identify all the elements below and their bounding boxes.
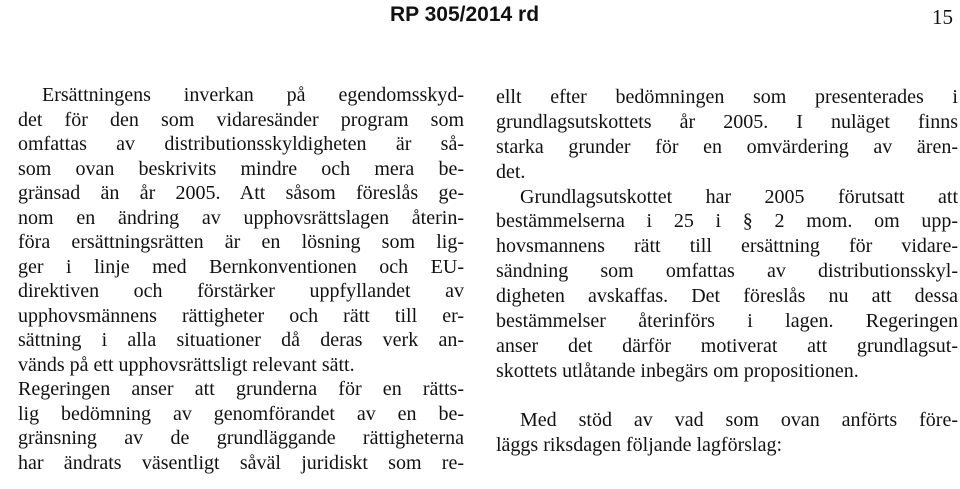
text-line: det. xyxy=(496,160,526,183)
right-paragraph-3 xyxy=(496,408,958,458)
left-paragraph-2 xyxy=(18,377,464,475)
text-line: upphovsmännens rättigheter och rätt till er- xyxy=(18,304,464,327)
text-line: läggs riksdagen följande lagförslag: xyxy=(496,433,783,456)
text-line: omfattas av distributionsskyldigheten är så- xyxy=(18,133,464,155)
left-paragraph-1 xyxy=(18,83,464,377)
text-line: gränsad än år 2005. Att såsom föreslås ge- xyxy=(18,182,464,204)
paragraph-gap xyxy=(496,384,958,408)
text-line: bestämmelserna i 25 i § 2 mom. om upp- xyxy=(496,210,958,233)
text-line: hovsmannens rätt till ersättning för vidare- xyxy=(496,235,958,258)
document-title: RP 305/2014 rd xyxy=(390,3,540,26)
text-line: sändning som omfattas av distributionsskyl- xyxy=(496,260,958,283)
text-line: anser det därför motiverat att grundlagsut- xyxy=(496,334,958,357)
text-line: starka grunder för en omvärdering av ären- xyxy=(496,135,958,158)
text-line: vänds på ett upphovsrättsligt relevant sätt. xyxy=(18,353,355,376)
text-line: skottets utlåtande inbegärs om propositionen. xyxy=(496,359,859,382)
text-line: det för den som vidaresänder program som xyxy=(18,108,464,131)
text-line: Ersättningens inverkan på egendomsskyd- xyxy=(42,84,464,106)
text-line: sättning i alla situationer då deras verk an- xyxy=(18,329,464,351)
text-line: har ändrats väsentligt såväl juridiskt som re- xyxy=(18,451,464,474)
text-line: grundlagsutskottets år 2005. I nuläget finns xyxy=(496,110,958,133)
text-line: lig bedömning av genomförandet av en be- xyxy=(18,402,464,425)
text-line: digheten avskaffas. Det föreslås nu att dessa xyxy=(496,285,958,308)
right-paragraph-2 xyxy=(496,185,958,384)
text-line: ellt efter bedömningen som presenterades i xyxy=(496,86,958,108)
left-column xyxy=(18,83,464,475)
text-line: direktiven och förstärker uppfyllandet av xyxy=(18,280,464,302)
text-line: som ovan beskrivits mindre och mera be- xyxy=(18,157,464,180)
right-column xyxy=(496,85,958,457)
page-number: 15 xyxy=(932,5,953,29)
text-line: föra ersättningsrätten är en lösning som lig- xyxy=(18,231,464,253)
text-line: ger i linje med Bernkonventionen och EU- xyxy=(18,255,464,278)
text-line: nom en ändring av upphovsrättslagen återin- xyxy=(18,206,464,229)
text-line: gränsning av de grundläggande rättigheterna xyxy=(18,427,464,449)
text-line: Grundlagsutskottet har 2005 förutsatt att xyxy=(520,185,958,208)
text-line: Med stöd av vad som ovan anförts före- xyxy=(520,408,958,431)
text-line: Regeringen anser att grunderna för en rätts- xyxy=(18,378,464,400)
text-line: bestämmelser återinförs i lagen. Regeringen xyxy=(496,310,958,333)
right-paragraph-1 xyxy=(496,85,958,185)
